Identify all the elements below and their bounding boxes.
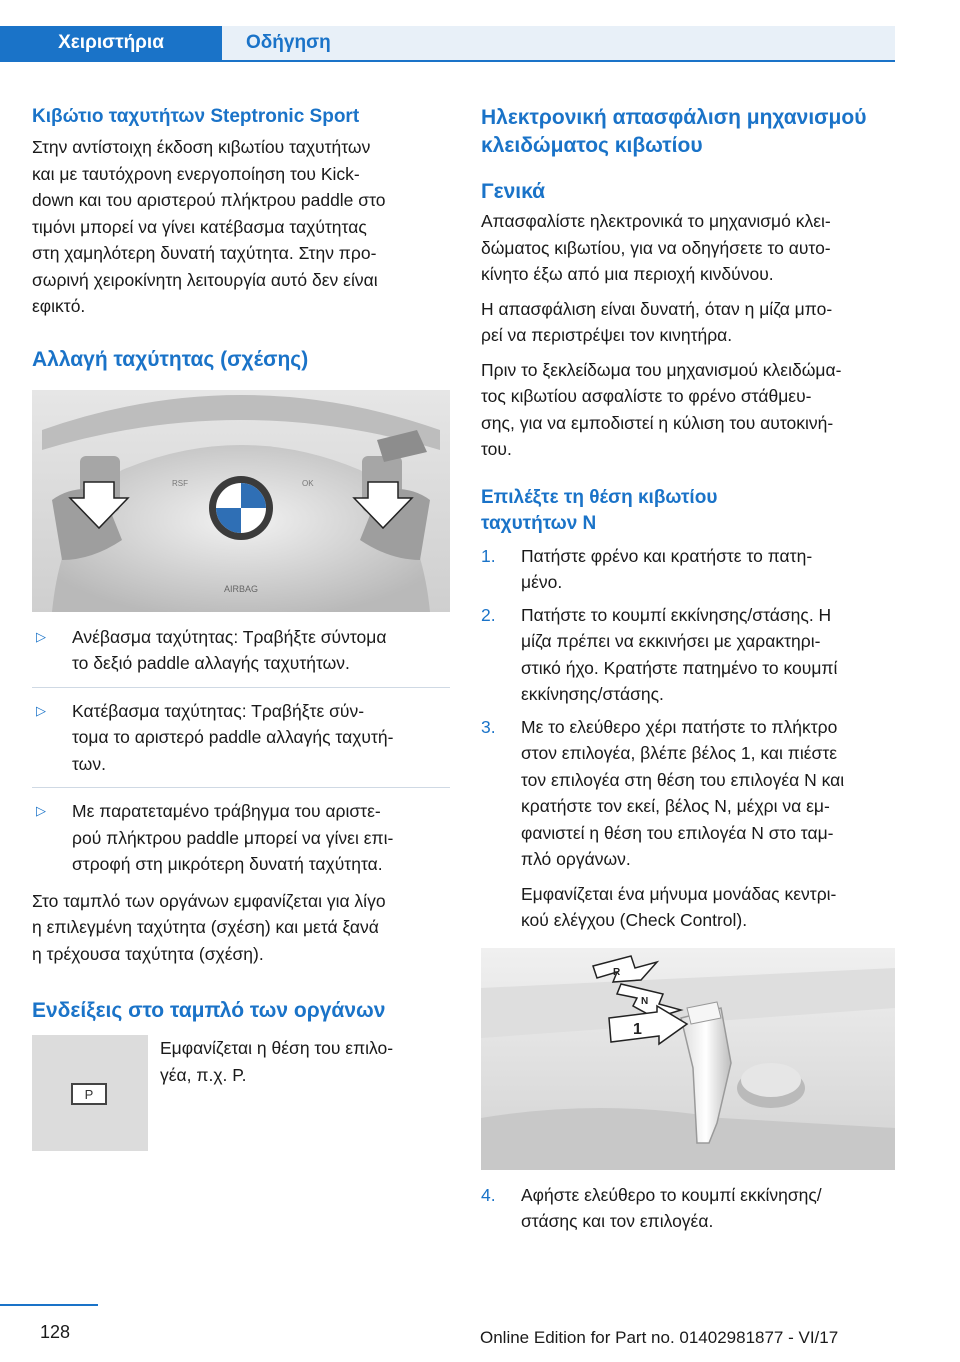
text-line: η τρέχουσα ταχύτητα (σχέση). xyxy=(32,943,264,964)
text-line: πλό οργάνων. xyxy=(521,849,631,869)
text-line: Πατήστε φρένο και κρατήστε το πατη- xyxy=(521,545,813,566)
section-heading-gear-change: Αλλαγή ταχύτητας (σχέσης) xyxy=(32,347,309,371)
gear-symbol-p: P xyxy=(84,1087,94,1102)
text-line: εκκίνησης/στάσης. xyxy=(521,684,664,704)
text-line: Αφήστε ελεύθερο το κουμπί εκκίνησης/ xyxy=(521,1184,822,1205)
triangle-bullet-icon: ▷ xyxy=(36,803,46,818)
button-label-left: RSF xyxy=(172,478,188,488)
label-1: 1 xyxy=(633,1020,642,1038)
paragraph-kickdown xyxy=(32,134,450,320)
step-number: 2. xyxy=(481,604,496,625)
text-line: φανιστεί η θέση του επιλογέα N στο ταμ- xyxy=(521,822,834,843)
text-line: down και του αριστερού πλήκτρου paddle στο xyxy=(32,190,386,210)
text-line: Στο ταμπλό των οργάνων εμφανίζεται για λίγο xyxy=(32,890,386,911)
step-item xyxy=(481,602,895,708)
airbag-label: AIRBAG xyxy=(223,583,259,594)
text-line: και με ταυτόχρονη ενεργοποίηση του Kick- xyxy=(32,163,360,184)
triangle-bullet-icon: ▷ xyxy=(36,702,46,718)
heading-line: ταχυτήτων N xyxy=(481,512,597,534)
text-line: τος κιβωτίου ασφαλίστε το φρένο στάθμευ- xyxy=(481,386,812,406)
tab-underline xyxy=(0,60,895,62)
bullet-item xyxy=(32,787,450,878)
step-number: 3. xyxy=(481,716,496,737)
text-line: Με το ελεύθερο χέρι πατήστε το πλήκτρο xyxy=(521,716,838,737)
step-number: 4. xyxy=(481,1184,496,1205)
text-line: ρεί να περιστρέψει τον κινητήρα. xyxy=(481,325,733,345)
text-line: κίνητο έξω από μια περιοχή κινδύνου. xyxy=(481,264,774,284)
subheading-general: Γενικά xyxy=(481,180,546,203)
numbered-steps xyxy=(481,543,895,934)
section-heading-electronic-unlock xyxy=(481,104,895,160)
text-line: τον επιλογέα στη θέση του επιλογέα N και xyxy=(521,769,845,790)
text-line: κού ελέγχου (Check Control). xyxy=(521,910,748,930)
bullet-list xyxy=(32,624,450,878)
text-line: Εμφανίζεται ένα μήνυμα μονάδας κεντρι- xyxy=(521,883,837,904)
text-line: στροφή στη μικρότερη δυνατή ταχύτητα. xyxy=(72,854,383,874)
step-note xyxy=(481,881,895,934)
heading-line: κλειδώματος κιβωτίου xyxy=(481,134,703,157)
text-line: Η απασφάλιση είναι δυνατή, όταν η μίζα μπο- xyxy=(481,298,833,319)
text-line: Πατήστε το κουμπί εκκίνησης/στάσης. Η xyxy=(521,604,832,625)
step-item xyxy=(481,543,895,596)
text-line: στάσης και τον επιλογέα. xyxy=(521,1211,714,1231)
text-line: δώματος κιβωτίου, για να οδηγήσετε το αυτο- xyxy=(481,237,831,258)
edition-footer: Online Edition for Part no. 01402981877 - VI/17 xyxy=(480,1328,839,1347)
gear-display-illustration xyxy=(32,1035,148,1151)
text-line: το δεξιό paddle αλλαγής ταχυτήτων. xyxy=(72,653,350,673)
label-r: R xyxy=(613,966,621,978)
paragraph-general-3 xyxy=(481,357,895,463)
text-line: τομα το αριστερό paddle αλλαγής ταχυτή- xyxy=(72,727,394,747)
subheading-select-n xyxy=(481,485,895,537)
text-line: Με παρατεταμένο τράβηγμα του αριστε- xyxy=(72,801,381,821)
step-item xyxy=(481,714,895,873)
text-line: σης, για να εμποδιστεί η κύλιση του αυτοκινή- xyxy=(481,412,834,433)
right-column xyxy=(481,104,895,1235)
paragraph-general-2 xyxy=(481,296,895,349)
step-item xyxy=(481,1182,895,1235)
gear-selector-illustration xyxy=(481,948,895,1170)
heading-line: Ηλεκτρονική απασφάλιση μηχανισμού xyxy=(481,106,867,129)
display-indicator-block xyxy=(32,1035,450,1155)
tab-controls[interactable]: Χειριστήρια xyxy=(0,26,222,60)
text-line: Ανέβασμα ταχύτητας: Τραβήξτε σύντομα xyxy=(72,626,387,647)
tab-bar xyxy=(0,0,895,62)
section-heading-cluster-display: Ενδείξεις στο ταμπλό των οργάνων xyxy=(32,999,386,1022)
text-line: στον επιλογέα, βλέπε βέλος 1, και πιέστε xyxy=(521,743,838,763)
bullet-item xyxy=(32,687,450,778)
footer-rule xyxy=(0,1304,98,1306)
text-line: των. xyxy=(72,753,106,774)
label-n: N xyxy=(641,995,649,1007)
text-line: στικό ήχο. Κρατήστε πατημένο το κουμπί xyxy=(521,657,838,678)
text-line: μίζα πρέπει να εκκινήσει με χαρακτηρι- xyxy=(521,631,821,651)
page-number: 128 xyxy=(40,1322,71,1342)
text-line: τιμόνι μπορεί να γίνει κατέβασμα ταχύτητας xyxy=(32,216,367,237)
text-line: σωρινή χειροκίνητη λειτουργία αυτό δεν είναι xyxy=(32,269,378,290)
text-line: κρατήστε τον εκεί, βέλος N, μέχρι να εμ- xyxy=(521,796,830,816)
display-text xyxy=(160,1035,393,1088)
tab-driving[interactable]: Οδήγηση xyxy=(222,26,895,60)
text-line: εφικτό. xyxy=(32,296,86,316)
section-heading-steptronic-sport: Κιβώτιο ταχυτήτων Steptronic Sport xyxy=(32,106,360,127)
step-number: 1. xyxy=(481,545,496,566)
text-line: Πριν το ξεκλείδωμα του μηχανισμού κλειδώμα- xyxy=(481,359,842,380)
text-line: ρού πλήκτρου paddle μπορεί να γίνει επι- xyxy=(72,827,394,848)
text-line: Κατέβασμα ταχύτητας: Τραβήξτε σύν- xyxy=(72,700,365,721)
text-line: γέα, π.χ. P. xyxy=(160,1064,247,1085)
triangle-bullet-icon: ▷ xyxy=(36,628,46,644)
paragraph-instrument-cluster xyxy=(32,888,450,968)
bullet-item xyxy=(32,624,450,677)
text-line: στη χαμηλότερη δυνατή ταχύτητα. Στην προ- xyxy=(32,243,377,263)
steering-wheel-illustration xyxy=(32,390,450,612)
text-line: Στην αντίστοιχη έκδοση κιβωτίου ταχυτήτων xyxy=(32,137,371,157)
text-line: μένο. xyxy=(521,572,563,592)
heading-line: Επιλέξτε τη θέση κιβωτίου xyxy=(481,486,718,508)
text-line: Απασφαλίστε ηλεκτρονικά το μηχανισμό κλει- xyxy=(481,211,831,231)
text-line: του. xyxy=(481,439,512,459)
text-line: η επιλεγμένη ταχύτητα (σχέση) και μετά ξανά xyxy=(32,917,379,937)
paragraph-general-1 xyxy=(481,208,895,288)
button-label-right: OK xyxy=(302,478,314,488)
text-line: Εμφανίζεται η θέση του επιλο- xyxy=(160,1038,394,1058)
left-column xyxy=(32,104,450,1155)
